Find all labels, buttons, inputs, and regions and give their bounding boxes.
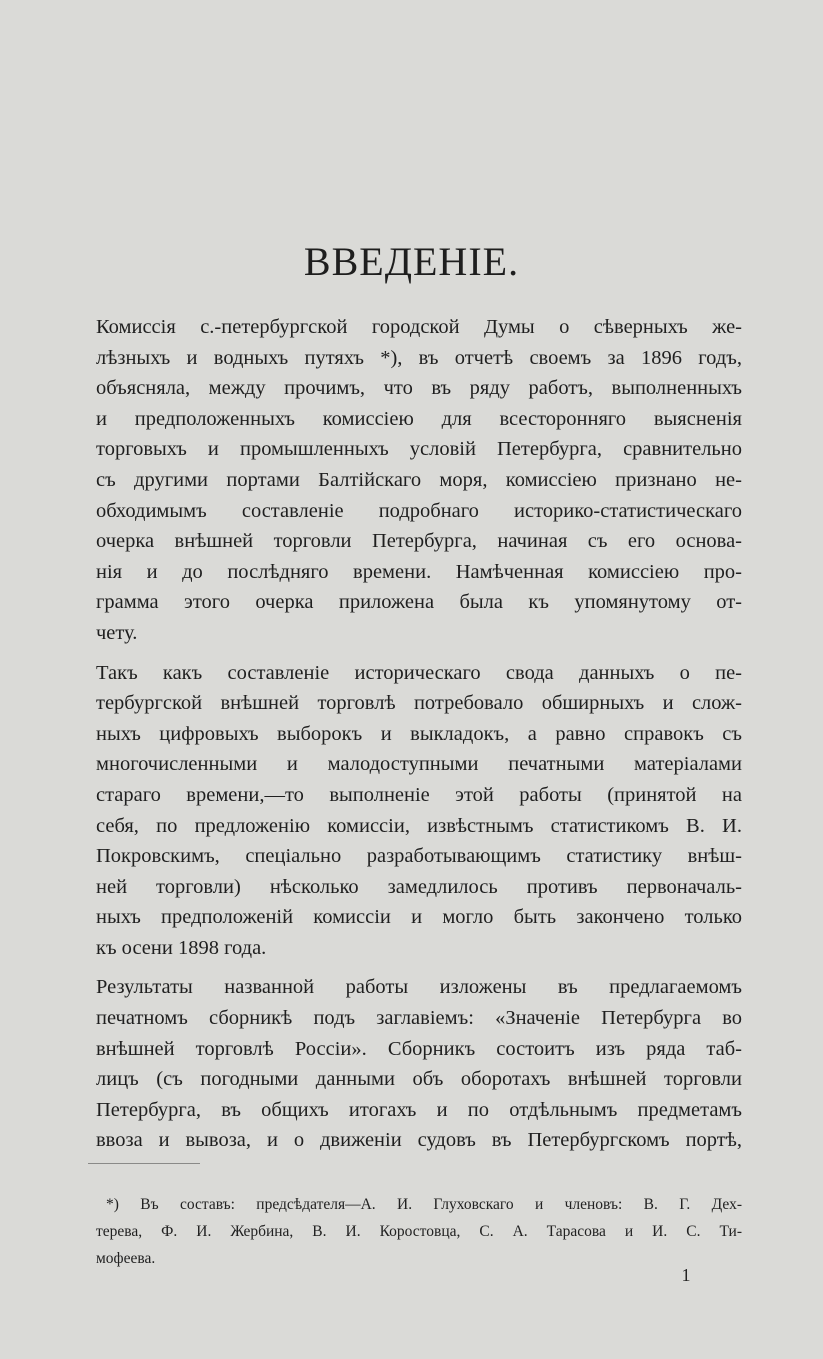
text-line: очерка внѣшней торговли Петербурга, начиная съ его основа-: [96, 530, 742, 553]
footnote: [96, 1191, 742, 1272]
text-line: объясняла, между прочимъ, что въ ряду работъ, выполненныхъ: [96, 377, 742, 400]
text-line: себя, по предложенію комиссіи, извѣстнымъ статистикомъ В. И.: [96, 814, 742, 837]
paragraph-1: [96, 312, 742, 649]
text-line: къ осени 1898 года.: [96, 936, 267, 959]
paragraph-2: [96, 658, 742, 964]
page-title: ВВЕДЕНІЕ.: [303, 239, 520, 284]
text-line: ныхъ цифровыхъ выборокъ и выкладокъ, а равно справокъ съ: [96, 722, 742, 745]
footnote-line: мофеева.: [96, 1250, 156, 1267]
text-line: ней торговли) нѣсколько замедлилось противъ первоначаль-: [96, 875, 742, 898]
text-line: многочисленными и малодоступными печатными матеріалами: [96, 753, 742, 776]
text-line: Покровскимъ, спеціально разработывающимъ статистику внѣш-: [96, 845, 742, 868]
text-line: чету.: [96, 621, 138, 644]
page-number: 1: [681, 1265, 691, 1285]
text-line: Комиссія с.-петербургской городской Думы о сѣверныхъ же-: [96, 316, 742, 338]
text-line: лицъ (съ погодными данными объ оборотахъ внѣшней торговли: [96, 1068, 742, 1091]
text-line: печатномъ сборникѣ подъ заглавіемъ: «Значеніе Петербурга во: [96, 1007, 742, 1030]
text-line: лѣзныхъ и водныхъ путяхъ *), въ отчетѣ своемъ за 1896 годъ,: [96, 346, 742, 369]
text-line: Петербурга, въ общихъ итогахъ и по отдѣльнымъ предметамъ: [96, 1098, 742, 1121]
text-line: Результаты названной работы изложены въ предлагаемомъ: [96, 976, 742, 999]
text-line: стараго времени,—то выполненіе этой работы (принятой на: [96, 783, 742, 806]
footnote-line: *) Въ составъ: предсѣдателя—А. И. Глуховскаго и членовъ: В. Г. Дех-: [106, 1196, 742, 1213]
text-line: торговыхъ и промышленныхъ условій Петербурга, сравнительно: [96, 438, 742, 461]
footnote-line: терева, Ф. И. Жербина, В. И. Коростовца, С. А. Тарасова и И. С. Ти-: [96, 1223, 742, 1240]
text-line: Такъ какъ составленіе историческаго свода данныхъ о пе-: [96, 661, 742, 684]
text-line: тербургской внѣшней торговлѣ потребовало обширныхъ и слож-: [96, 692, 742, 715]
footnote-divider: [88, 1163, 200, 1164]
text-line: съ другими портами Балтійскаго моря, комиссіею признано не-: [96, 468, 742, 491]
text-line: обходимымъ составленіе подробнаго историко-статистическаго: [96, 499, 742, 522]
text-line: нія и до послѣдняго времени. Намѣченная комиссіею про-: [96, 560, 742, 583]
text-line: ввоза и вывоза, и о движеніи судовъ въ Петербургскомъ портѣ,: [96, 1129, 742, 1152]
text-line: и предположенныхъ комиссіею для всесторонняго выясненія: [96, 407, 742, 430]
main-text: [96, 312, 742, 1165]
text-line: внѣшней торговлѣ Россіи». Сборникъ состоитъ изъ ряда таб-: [96, 1037, 742, 1060]
text-line: ныхъ предположеній комиссіи и могло быть закончено только: [96, 906, 742, 929]
paragraph-3: [96, 972, 742, 1156]
text-line: грамма этого очерка приложена была къ упомянутому от-: [96, 591, 742, 614]
